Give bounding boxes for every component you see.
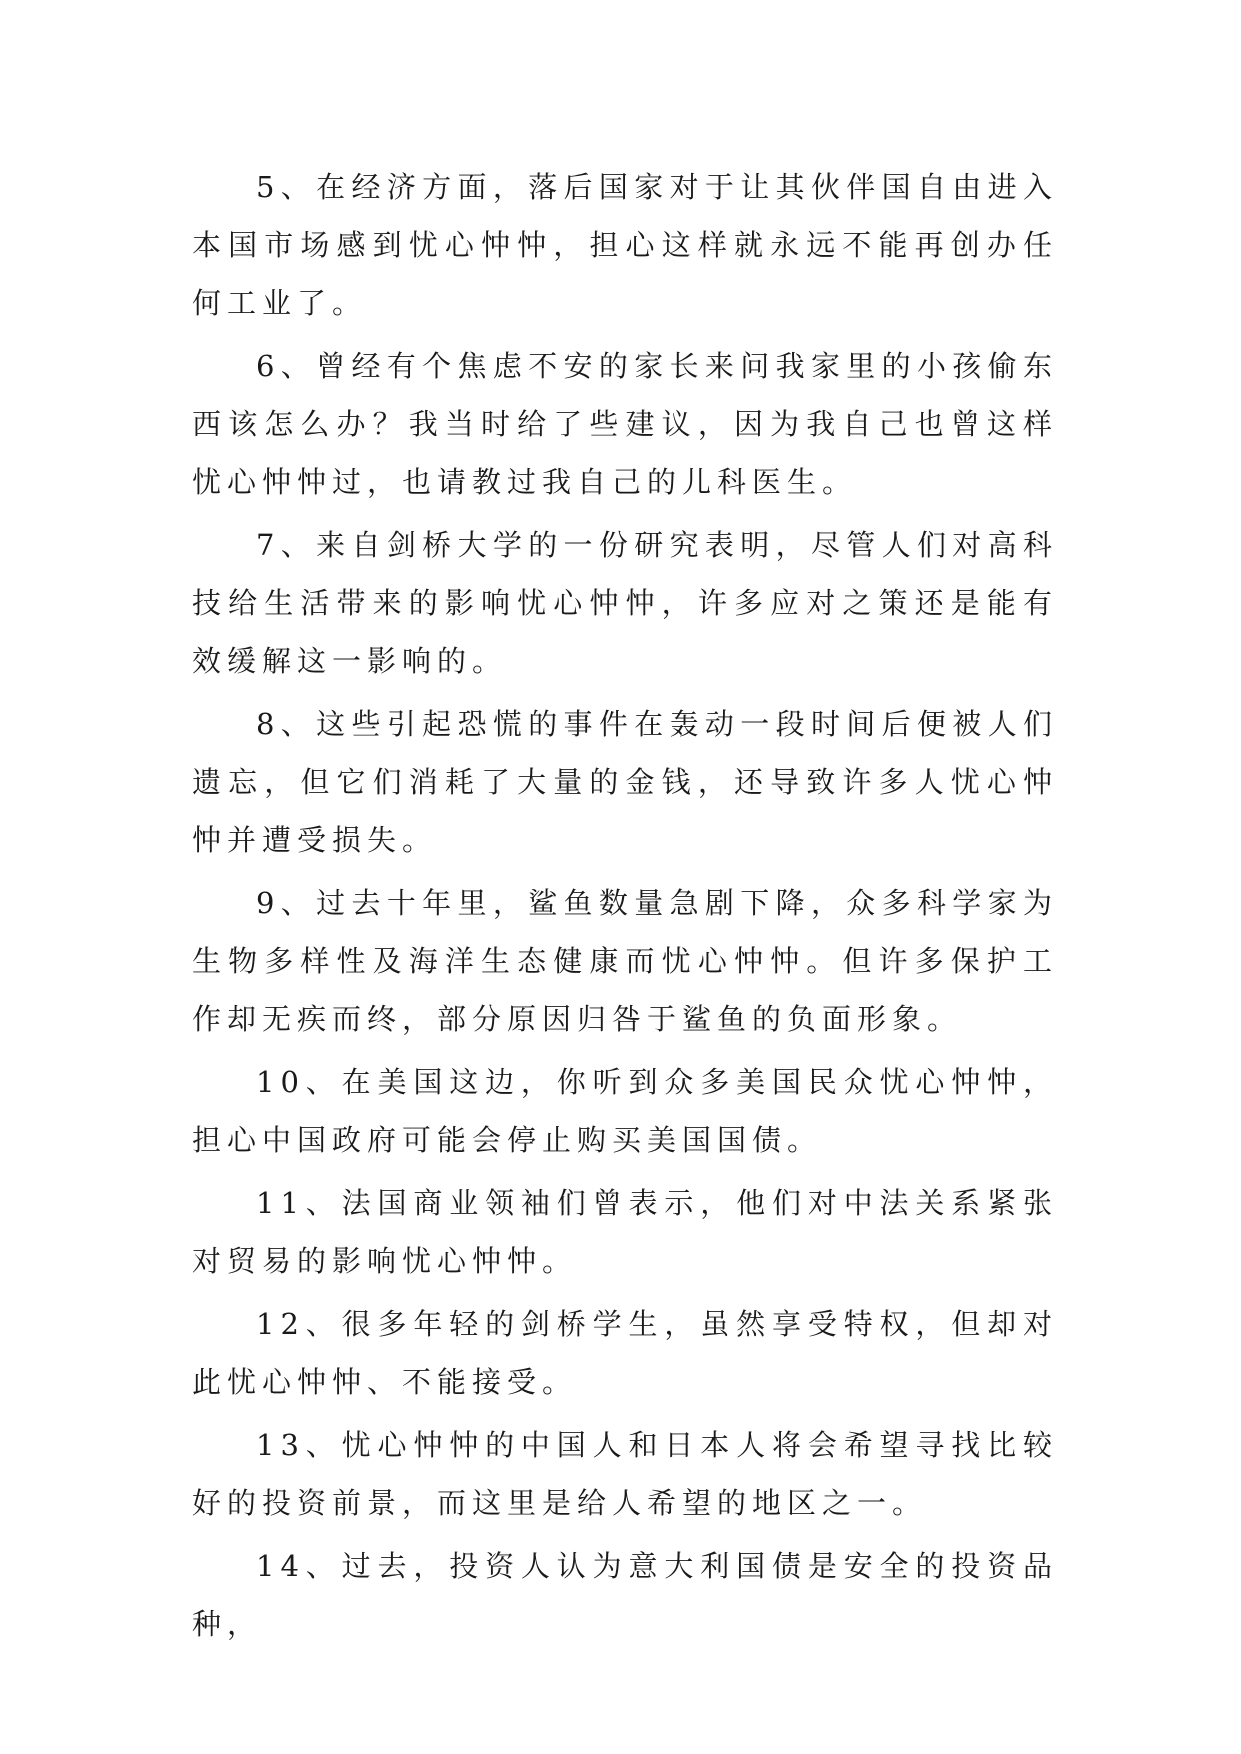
paragraph-13: 13、忧心忡忡的中国人和日本人将会希望寻找比较好的投资前景，而这里是给人希望的地区之一。	[192, 1428, 1058, 1520]
paragraph-8: 8、这些引起恐慌的事件在轰动一段时间后便被人们遗忘，但它们消耗了大量的金钱，还导致许多人忧心忡忡并遭受损失。	[192, 707, 1058, 857]
paragraph-14: 14、过去，投资人认为意大利国债是安全的投资品种，	[192, 1549, 1058, 1641]
paragraph-10: 10、在美国这边，你听到众多美国民众忧心忡忡，担心中国政府可能会停止购买美国国债。	[192, 1065, 1058, 1157]
document-body	[192, 158, 1058, 1658]
paragraph-11: 11、法国商业领袖们曾表示，他们对中法关系紧张对贸易的影响忧心忡忡。	[192, 1186, 1058, 1278]
paragraph-6: 6、曾经有个焦虑不安的家长来问我家里的小孩偷东西该怎么办？我当时给了些建议，因为我自己也曾这样忧心忡忡过，也请教过我自己的儿科医生。	[192, 349, 1058, 499]
paragraph-7: 7、来自剑桥大学的一份研究表明，尽管人们对高科技给生活带来的影响忧心忡忡，许多应对之策还是能有效缓解这一影响的。	[192, 528, 1058, 678]
paragraph-5: 5、在经济方面，落后国家对于让其伙伴国自由进入本国市场感到忧心忡忡，担心这样就永远不能再创办任何工业了。	[192, 170, 1058, 320]
paragraph-9: 9、过去十年里，鲨鱼数量急剧下降，众多科学家为生物多样性及海洋生态健康而忧心忡忡。但许多保护工作却无疾而终，部分原因归咎于鲨鱼的负面形象。	[192, 886, 1058, 1036]
paragraph-12: 12、很多年轻的剑桥学生，虽然享受特权，但却对此忧心忡忡、不能接受。	[192, 1307, 1058, 1399]
